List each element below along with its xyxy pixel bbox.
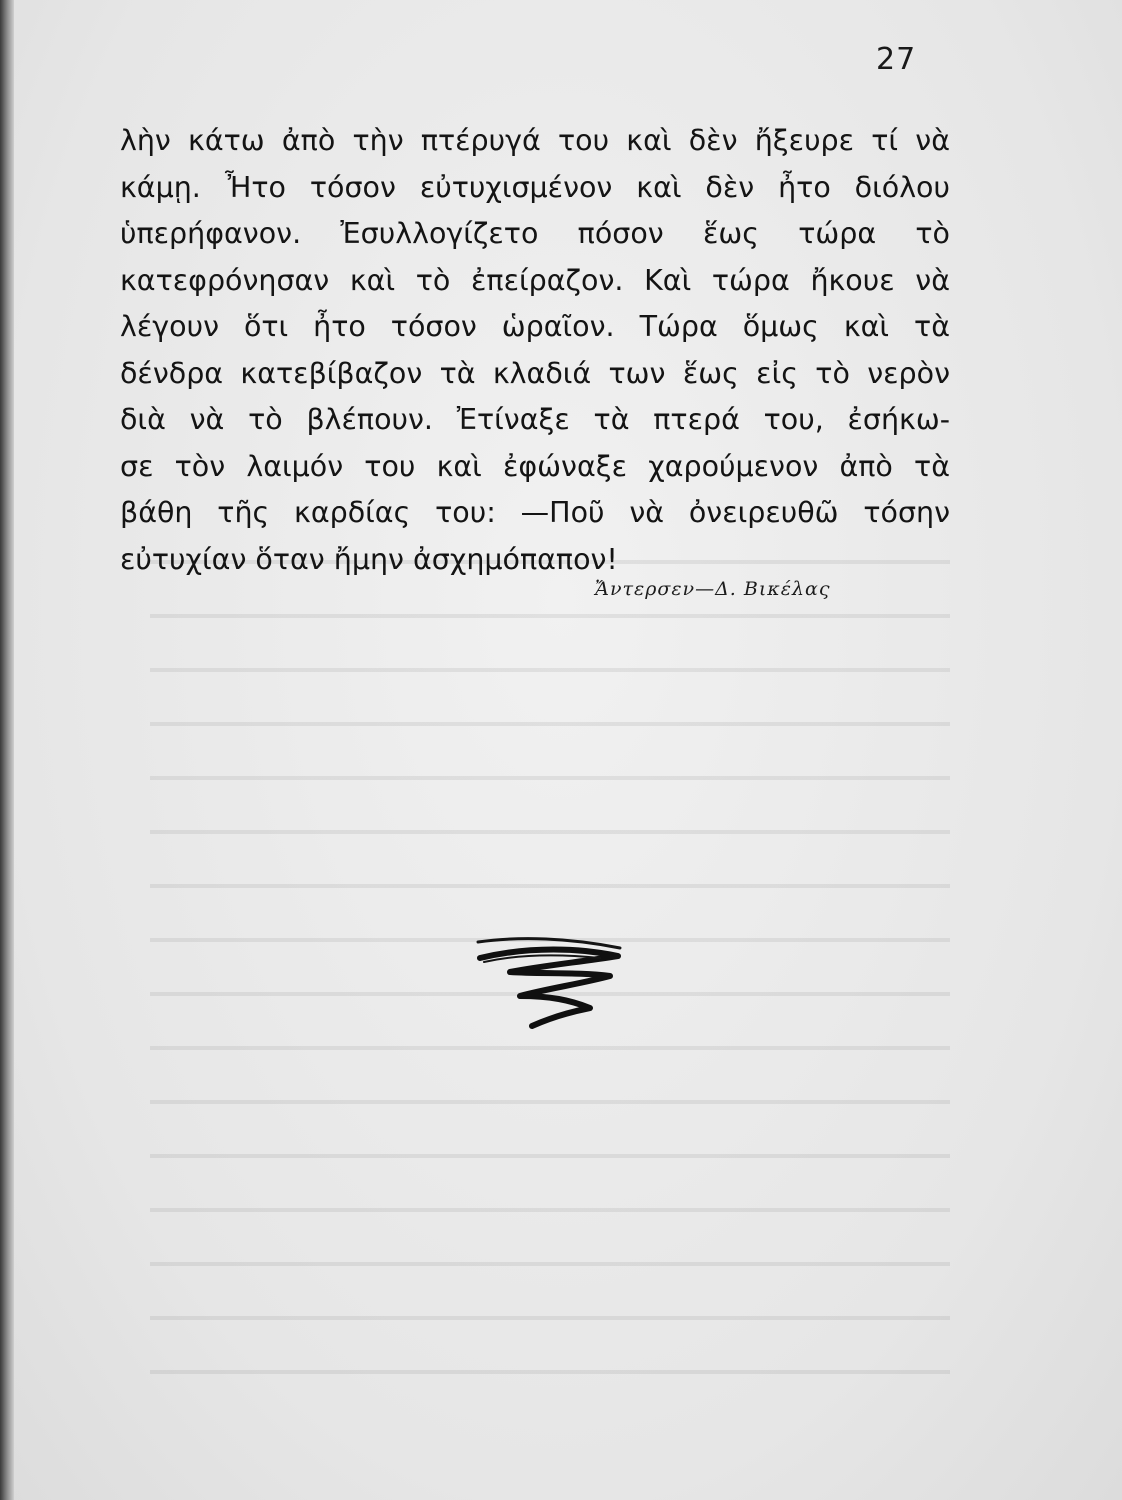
page-edge-shadow	[0, 0, 14, 1500]
author-attribution: Ἄντερσεν—Δ. Βικέλας	[595, 578, 831, 600]
text-line-4: κατεφρόνησαν καὶ τὸ ἐπείραζον. Καὶ τώρα ἤκουε νὰ	[120, 263, 950, 297]
page-number: 27	[876, 42, 917, 77]
text-line-3: ὑπερήφανον. Ἐσυλλογίζετο πόσον ἕως τώρα τὸ	[120, 217, 950, 250]
text-line-8: σε τὸν λαιμόν του καὶ ἐφώναξε χαρούμενον ἀπὸ τὰ	[120, 449, 950, 483]
story-paragraph	[120, 118, 950, 583]
scribble-ornament-icon	[470, 932, 630, 1032]
text-line-7: διὰ νὰ τὸ βλέπουν. Ἐτίναξε τὰ πτερά του, ἐσήκω-	[120, 403, 950, 436]
text-line-5: λέγουν ὅτι ἦτο τόσον ὡραῖον. Τώρα ὅμως καὶ τὰ	[120, 310, 950, 343]
text-line-2: κάμῃ. Ἦτο τόσον εὐτυχισμένον καὶ δὲν ἦτο διόλου	[120, 170, 950, 204]
text-line-10: εὐτυχίαν ὅταν ἤμην ἀσχημόπαπον!	[120, 542, 618, 576]
text-line-1: λὴν κάτω ἀπὸ τὴν πτέρυγά του καὶ δὲν ἤξευρε τί νὰ	[120, 124, 950, 157]
text-line-6: δένδρα κατεβίβαζον τὰ κλαδιά των ἕως εἰς τὸ νερὸν	[120, 356, 950, 390]
text-line-9: βάθη τῆς καρδίας του: —Ποῦ νὰ ὀνειρευθῶ τόσην	[120, 496, 950, 529]
